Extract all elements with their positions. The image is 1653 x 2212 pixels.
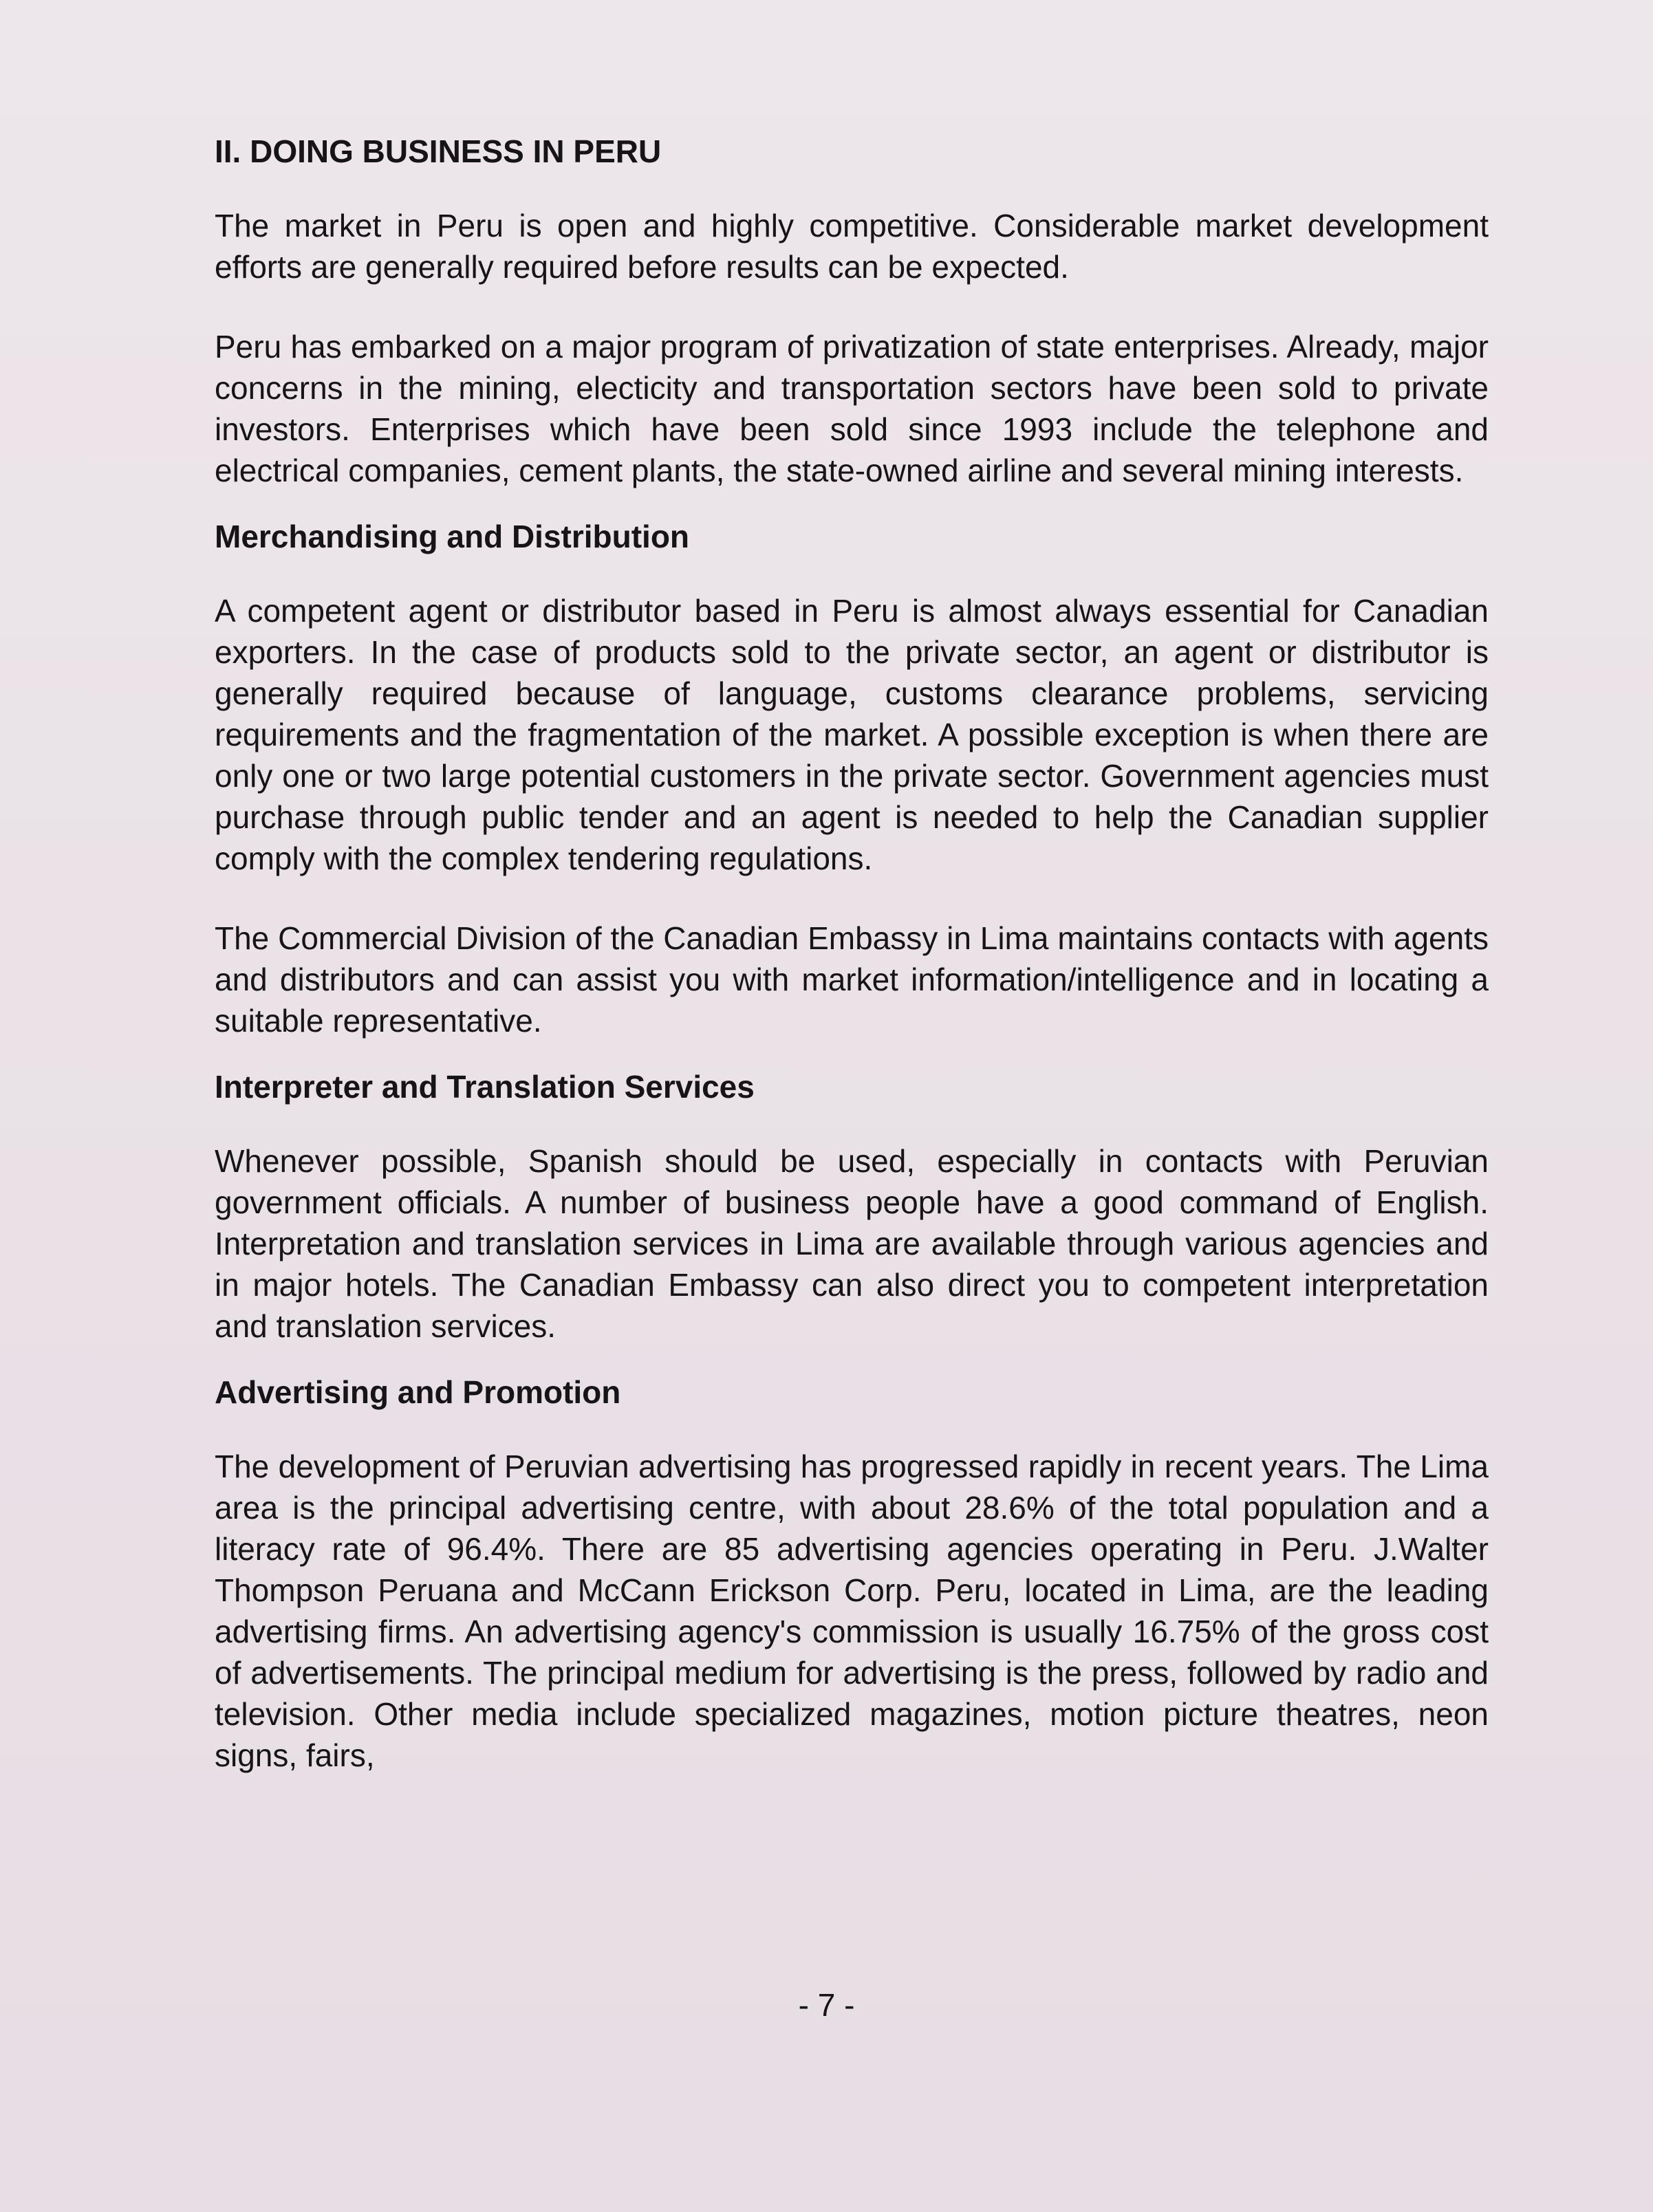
merchandising-heading: Merchandising and Distribution: [215, 519, 690, 554]
page-number: - 7 -: [798, 1987, 855, 2023]
intro-paragraph: The market in Peru is open and highly competitive. Considerable market development efforts are generally required before results can be expected.: [215, 208, 1489, 285]
merchandising-paragraph: The Commercial Division of the Canadian Embassy in Lima maintains contacts with agents and distributors and can assist you with market information/intelligence and in locating a suitable representative.: [215, 920, 1489, 1039]
advertising-paragraph: The development of Peruvian advertising has progressed rapidly in recent years. The Lima area is the principal advertising centre, with about 28.6% of the total population and a literacy rate of 96.4%. There are 85 advertising agencies operating in Peru. J.Walter Thompson Peruana and McCann Erickson Corp. Peru, located in Lima, are the leading advertising firms. An advertising agency's commission is usually 16.75% of the gross cost of advertisements. The principal medium for advertising is the press, followed by radio and television. Other media include specialized magazines, motion picture theatres, neon signs, fairs,: [215, 1449, 1489, 1773]
interpreter-heading: Interpreter and Translation Services: [215, 1069, 755, 1105]
advertising-heading: Advertising and Promotion: [215, 1374, 621, 1410]
page-body: [215, 131, 1489, 1814]
section-title: II. DOING BUSINESS IN PERU: [215, 133, 662, 169]
intro-paragraph: Peru has embarked on a major program of privatization of state enterprises. Already, major concerns in the mining, electicity and transportation sectors have been sold to private investors. Enterprises which have been sold since 1993 include the telephone and electrical companies, cement plants, the state-owned airline and several mining interests.: [215, 329, 1489, 488]
merchandising-paragraph: A competent agent or distributor based in Peru is almost always essential for Canadian exporters. In the case of products sold to the private sector, an agent or distributor is generally required because of language, customs clearance problems, servicing requirements and the fragmentation of the market. A possible exception is when there are only one or two large potential customers in the private sector. Government agencies must purchase through public tender and an agent is needed to help the Canadian supplier comply with the complex tendering regulations.: [215, 593, 1489, 876]
interpreter-paragraph: Whenever possible, Spanish should be used, especially in contacts with Peruvian government officials. A number of business people have a good command of English. Interpretation and translation services in Lima are available through various agencies and in major hotels. The Canadian Embassy can also direct you to competent interpretation and translation services.: [215, 1143, 1489, 1344]
